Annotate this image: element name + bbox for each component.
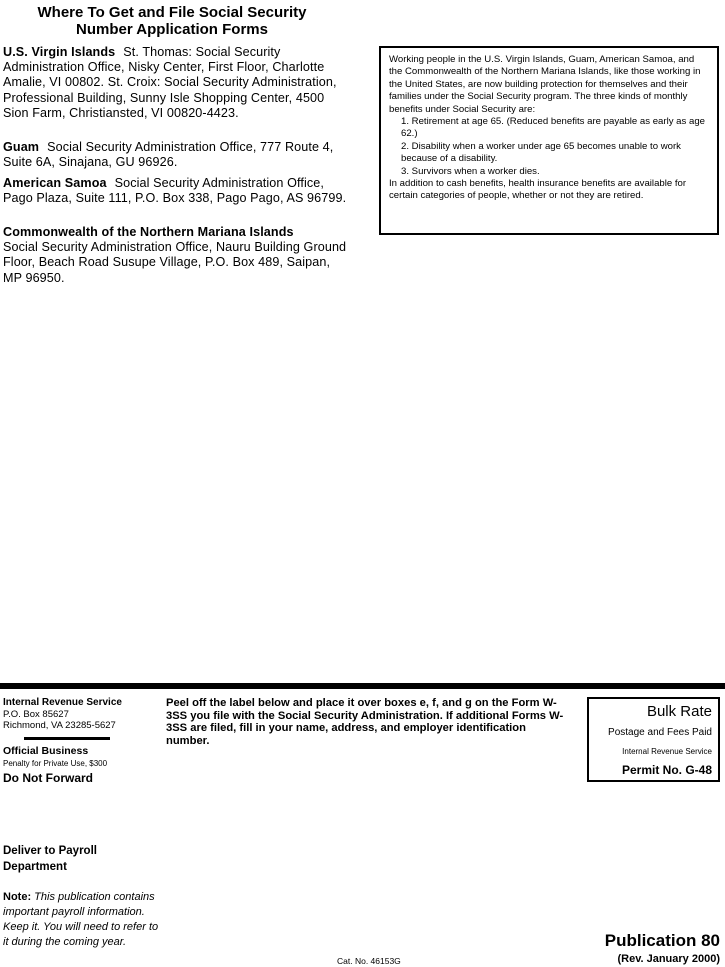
official-business: Official Business (3, 745, 89, 757)
entry-text: Social Security Administration Office, Nauru Building Ground Floor, Beach Road Susupe Village, P.O. Box 489, Saipan, MP 96950. (3, 240, 347, 285)
benefit-retirement: 1. Retirement at age 65. (Reduced benefits are payable as early as age 62.) (401, 116, 705, 140)
revision-date: (Rev. January 2000) (617, 953, 720, 965)
peel-instructions: Peel off the label below and place it over boxes e, f, and g on the Form W-3SS you file with the Social Security Administration. If additional Forms W-3SS are filed, fill in your name, address, and employer identification number. (166, 697, 564, 747)
entry-name: Commonwealth of the Northern Mariana Islands (3, 225, 294, 239)
entry-text: St. Thomas: Social Security Administration Office, Nisky Center, First Floor, Charlotte Amalie, VI 00802. St. Croix: Social Security Administration, Professional Building, Sunny Isle Shopping Center, 4500 Sion Farm, Christiansted, VI 00820-4423. (3, 45, 337, 120)
return-line-1: P.O. Box 85627 (3, 708, 69, 720)
note-label: Note: (3, 891, 32, 903)
note-text: This publication contains important payroll information. Keep it. You will need to refer to it during the coming year. (3, 891, 159, 948)
deliver-to: Deliver to Payroll Department (3, 845, 97, 873)
title-line-1: Where To Get and File Social Security (37, 4, 307, 21)
permit-number: Permit No. G-48 (621, 763, 712, 777)
title-line-2: Number Application Forms (76, 21, 268, 38)
page-title (0, 4, 344, 38)
benefits-intro: Working people in the U.S. Virgin Islands, Guam, American Samoa, and the Commonwealth of the Northern Mariana Islands, like those working in the United States, are now building protection for themselves and their families under the Social Security program. The three kinds of monthly benefits under Social Security are: (389, 54, 701, 115)
benefits-info-box (379, 46, 719, 235)
entry-virgin-islands (3, 45, 348, 121)
do-not-forward: Do Not Forward (3, 771, 93, 785)
entry-american-samoa (3, 176, 348, 206)
bulk-rate: Bulk Rate (646, 703, 712, 720)
entry-northern-mariana (3, 225, 348, 286)
section-divider (0, 683, 725, 689)
benefits-closing: In addition to cash benefits, health insurance benefits are available for certain categories of people, whether or not they are retired. (389, 178, 687, 202)
catalog-number: Cat. No. 46153G (337, 956, 401, 966)
return-address-rule (24, 737, 110, 740)
entry-guam (3, 140, 348, 170)
postage-box (587, 697, 720, 782)
postage-irs: Internal Revenue Service (622, 747, 712, 756)
entry-name: American Samoa (3, 176, 107, 190)
return-line-2: Richmond, VA 23285-5627 (3, 720, 116, 731)
benefit-survivors: 3. Survivors when a worker dies. (401, 165, 540, 177)
note (3, 890, 163, 950)
return-address (3, 697, 163, 732)
entry-name: Guam (3, 140, 40, 154)
postage-paid: Postage and Fees Paid (608, 727, 712, 738)
return-org: Internal Revenue Service (3, 697, 122, 708)
entry-name: U.S. Virgin Islands (3, 45, 116, 59)
penalty-text: Penalty for Private Use, $300 (3, 759, 108, 768)
publication-number: Publication 80 (604, 931, 720, 950)
benefit-disability: 2. Disability when a worker under age 65 becomes unable to work because of a disability. (401, 140, 681, 165)
entry-text: Social Security Administration Office, Pago Plaza, Suite 111, P.O. Box 338, Pago Pago, AS 96799. (3, 176, 347, 206)
entry-text: Social Security Administration Office, 777 Route 4, Suite 6A, Sinajana, GU 96926. (3, 140, 334, 170)
